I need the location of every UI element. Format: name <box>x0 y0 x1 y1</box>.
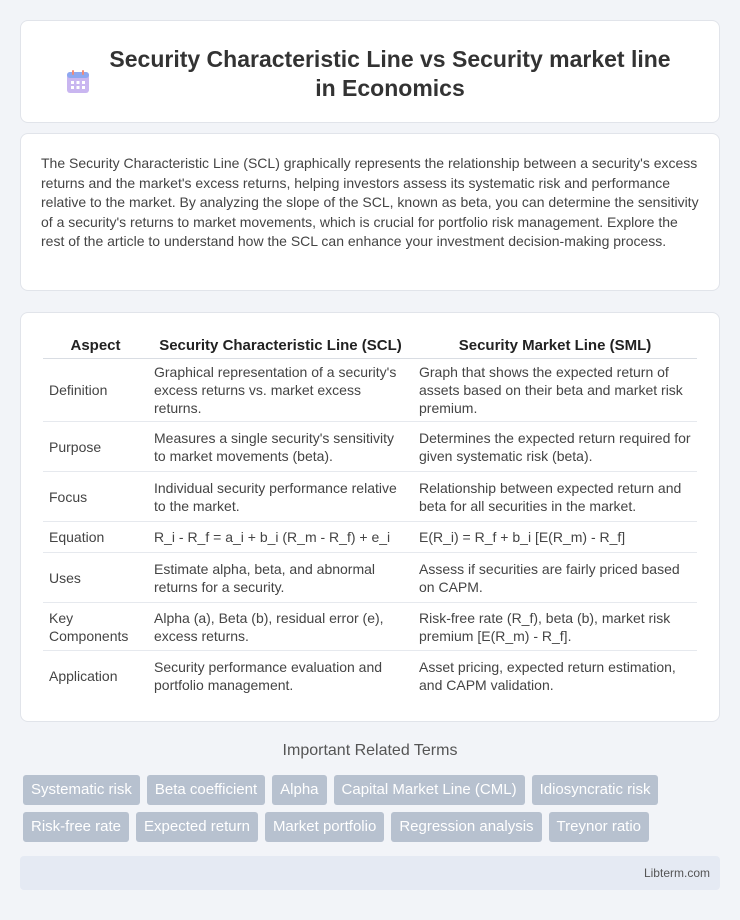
row-aspect: Key Components <box>43 603 148 651</box>
row-sml: E(R_i) = R_f + b_i [E(R_m) - R_f] <box>413 522 697 553</box>
table-row <box>43 603 697 651</box>
header-aspect: Aspect <box>43 331 148 359</box>
tag-capital-market-line[interactable]: Capital Market Line (CML) <box>334 775 525 805</box>
table-row <box>43 359 697 422</box>
tag-regression-analysis[interactable]: Regression analysis <box>391 812 541 842</box>
comparison-table-card <box>20 312 720 722</box>
row-aspect: Focus <box>43 472 148 522</box>
header-scl: Security Characteristic Line (SCL) <box>148 331 413 359</box>
row-sml: Determines the expected return required for given systematic risk (beta). <box>413 422 697 472</box>
tag-idiosyncratic-risk[interactable]: Idiosyncratic risk <box>532 775 659 805</box>
row-scl: Estimate alpha, beta, and abnormal returns for a security. <box>148 553 413 603</box>
row-sml: Relationship between expected return and beta for all securities in the market. <box>413 472 697 522</box>
table-header-row <box>43 331 697 359</box>
row-sml: Graph that shows the expected return of assets based on their beta and market risk premium. <box>413 359 697 422</box>
row-scl: Measures a single security's sensitivity to market movements (beta). <box>148 422 413 472</box>
tag-alpha[interactable]: Alpha <box>272 775 326 805</box>
page-title: Security Characteristic Line vs Security market line in Economics <box>109 45 671 101</box>
row-scl: R_i - R_f = a_i + b_i (R_m - R_f) + e_i <box>148 522 413 553</box>
footer <box>20 856 720 890</box>
row-aspect: Uses <box>43 553 148 603</box>
row-sml: Asset pricing, expected return estimation, and CAPM validation. <box>419 658 676 693</box>
related-terms-title: Important Related Terms <box>282 742 458 759</box>
table-row <box>43 422 697 472</box>
row-scl: Graphical representation of a security's excess returns vs. market excess returns. <box>148 359 413 422</box>
row-scl: Alpha (a), Beta (b), residual error (e), excess returns. <box>148 603 413 651</box>
row-aspect: Purpose <box>43 422 148 472</box>
row-aspect: Application <box>49 667 118 684</box>
header-sml: Security Market Line (SML) <box>413 331 697 359</box>
row-sml: Risk-free rate (R_f), beta (b), market risk premium [E(R_m) - R_f]. <box>413 603 697 651</box>
tag-market-portfolio[interactable]: Market portfolio <box>265 812 384 842</box>
row-scl: Security performance evaluation and portfolio management. <box>154 658 383 693</box>
row-scl: Individual security performance relative to the market. <box>148 472 413 522</box>
footer-site-link[interactable]: Libterm.com <box>643 866 710 880</box>
tag-expected-return[interactable]: Expected return <box>136 812 258 842</box>
tag-treynor-ratio[interactable]: Treynor ratio <box>549 812 649 842</box>
tag-risk-free-rate[interactable]: Risk-free rate <box>23 812 129 842</box>
row-sml: Assess if securities are fairly priced based on CAPM. <box>413 553 697 603</box>
header-card <box>20 20 720 123</box>
table-row <box>43 522 697 553</box>
row-aspect: Definition <box>43 359 148 422</box>
row-aspect: Equation <box>43 522 148 553</box>
table-row <box>43 651 697 701</box>
intro-card <box>20 133 720 291</box>
intro-paragraph: The Security Characteristic Line (SCL) graphically represents the relationship between a security's excess returns and the market's excess returns, helping investors assess its systematic risk and performance relative to the market. By analyzing the slope of the SCL, known as beta, you can determine the sensitivity of a security's returns to market movements, which is crucial for portfolio risk management. Explore the rest of the article to understand how the SCL can enhance your investment decision-making process. <box>41 155 699 250</box>
tag-systematic-risk[interactable]: Systematic risk <box>23 775 140 805</box>
table-row <box>43 472 697 522</box>
table-row <box>43 553 697 603</box>
related-terms-list <box>23 775 723 842</box>
comparison-table <box>43 331 697 701</box>
tag-beta-coefficient[interactable]: Beta coefficient <box>147 775 265 805</box>
calendar-grid-icon <box>65 69 91 95</box>
